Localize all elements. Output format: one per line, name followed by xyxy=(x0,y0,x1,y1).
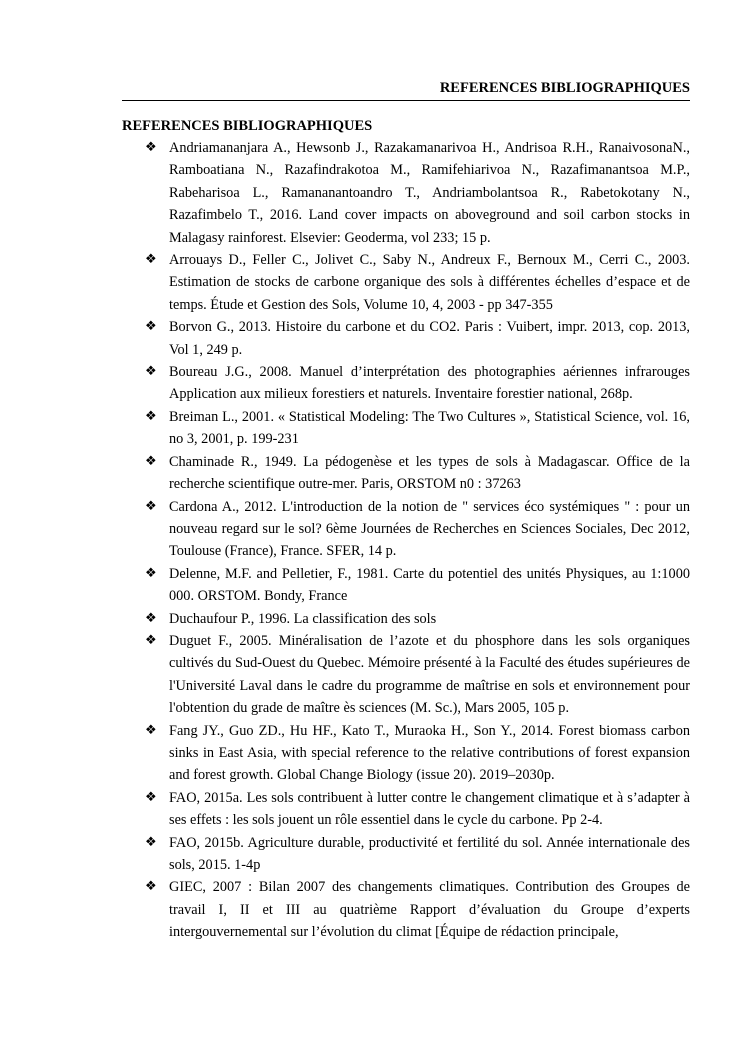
diamond-bullet-icon: ❖ xyxy=(145,364,157,380)
diamond-bullet-icon: ❖ xyxy=(145,453,157,469)
reference-item xyxy=(122,608,690,630)
reference-item xyxy=(122,137,690,249)
reference-text: FAO, 2015a. Les sols contribuent à lutter contre le changement climatique et à s’adapter à ses effets : les sols jouent un rôle essentiel dans le cycle du carbone. Pp 2-4. xyxy=(169,789,690,829)
reference-text: GIEC, 2007 : Bilan 2007 des changements climatiques. Contribution des Groupes de travail I, II et III au quatrième Rapport d’évaluation du Groupe d’experts intergouvernemental sur l’évolution du climat [Équipe de rédaction principale, xyxy=(169,879,690,941)
reference-item xyxy=(122,787,690,832)
diamond-bullet-icon: ❖ xyxy=(145,879,157,895)
diamond-bullet-icon: ❖ xyxy=(145,789,157,805)
running-header: REFERENCES BIBLIOGRAPHIQUES xyxy=(122,80,690,101)
reference-item xyxy=(122,832,690,877)
diamond-bullet-icon: ❖ xyxy=(145,319,157,335)
diamond-bullet-icon: ❖ xyxy=(145,140,157,155)
diamond-bullet-icon: ❖ xyxy=(145,610,157,626)
diamond-bullet-icon: ❖ xyxy=(145,565,157,581)
reference-text: Fang JY., Guo ZD., Hu HF., Kato T., Muraoka H., Son Y., 2014. Forest biomass carbon sinks in East Asia, with special reference to the relative contributions of forest expansion and forest growth. Global Change Biology (issue 20). 2019–2030p. xyxy=(169,722,690,784)
reference-text: Delenne, M.F. and Pelletier, F., 1981. Carte du potentiel des unités Physiques, au 1:1000 000. ORSTOM. Bondy, France xyxy=(169,565,690,605)
reference-item xyxy=(122,249,690,316)
reference-item xyxy=(122,720,690,787)
reference-text: Breiman L., 2001. « Statistical Modeling: The Two Cultures », Statistical Science, vol. 16, no 3, 2001, p. 199-231 xyxy=(169,408,690,448)
reference-text: Borvon G., 2013. Histoire du carbone et du CO2. Paris : Vuibert, impr. 2013, cop. 2013, Vol 1, 249 p. xyxy=(169,319,690,358)
reference-list xyxy=(122,137,690,944)
reference-item xyxy=(122,406,690,451)
reference-item xyxy=(122,361,690,406)
reference-item xyxy=(122,451,690,496)
reference-text: Arrouays D., Feller C., Jolivet C., Saby N., Andreux F., Bernoux M., Cerri C., 2003. Estimation de stocks de carbone organique des sols à différentes échelles d’espace et de temps. Étude et Gestion des Sols, Volume 10, 4, 2003 - pp 347-355 xyxy=(169,252,690,313)
reference-text: Cardona A., 2012. L'introduction de la notion de " services éco systémiques " : pour un nouveau regard sur le sol? 6ème Journées de Recherches en Sciences Sociales, Dec 2012, Toulouse (France), France. SFER, 14 p. xyxy=(169,498,690,560)
reference-item xyxy=(122,563,690,608)
diamond-bullet-icon: ❖ xyxy=(145,632,157,648)
reference-text: Duguet F., 2005. Minéralisation de l’azote et du phosphore dans les sols organiques cultivés du Sud-Ouest du Quebec. Mémoire présenté à la Faculté des études supérieures de l'Université Laval dans le cadre du programme de maîtrise en sols et environnement pour l'obtention du grade de maître ès sciences (M. Sc.), Mars 2005, 105 p. xyxy=(169,632,690,717)
reference-text: FAO, 2015b. Agriculture durable, productivité et fertilité du sol. Année internationale des sols, 2015. 1-4p xyxy=(169,834,690,873)
diamond-bullet-icon: ❖ xyxy=(145,722,157,738)
reference-text: Boureau J.G., 2008. Manuel d’interprétation des photographies aériennes infrarouges Application aux milieux forestiers et naturels. Inventaire forestier national, 268p. xyxy=(169,364,690,403)
diamond-bullet-icon: ❖ xyxy=(145,408,157,424)
reference-item xyxy=(122,876,690,943)
reference-text: Chaminade R., 1949. La pédogenèse et les types de sols à Madagascar. Office de la recherche scientifique outre-mer. Paris, ORSTOM n0 : 37263 xyxy=(169,453,690,493)
diamond-bullet-icon: ❖ xyxy=(145,252,157,268)
reference-text: Andriamananjara A., Hewsonb J., Razakamanarivoa H., Andrisoa R.H., RanaivosonaN., Ramboatiana N., Razafindrakotoa M., Ramifehiarivoa N., Razafimanantsoa M.P., Rabeharisoa L., Ramananantoandro T., Andriambolantsoa R., Rabetokotany N., Razafimbelo T., 2016. Land cover impacts on aboveground and soil carbon stocks in Malagasy rainforest. Elsevier: Geoderma, vol 233; 15 p. xyxy=(169,140,690,246)
diamond-bullet-icon: ❖ xyxy=(145,834,157,850)
reference-text: Duchaufour P., 1996. La classification des sols xyxy=(169,610,437,627)
reference-item xyxy=(122,630,690,720)
diamond-bullet-icon: ❖ xyxy=(145,498,157,514)
reference-item xyxy=(122,316,690,361)
section-title: REFERENCES BIBLIOGRAPHIQUES xyxy=(122,118,373,134)
reference-item xyxy=(122,496,690,563)
